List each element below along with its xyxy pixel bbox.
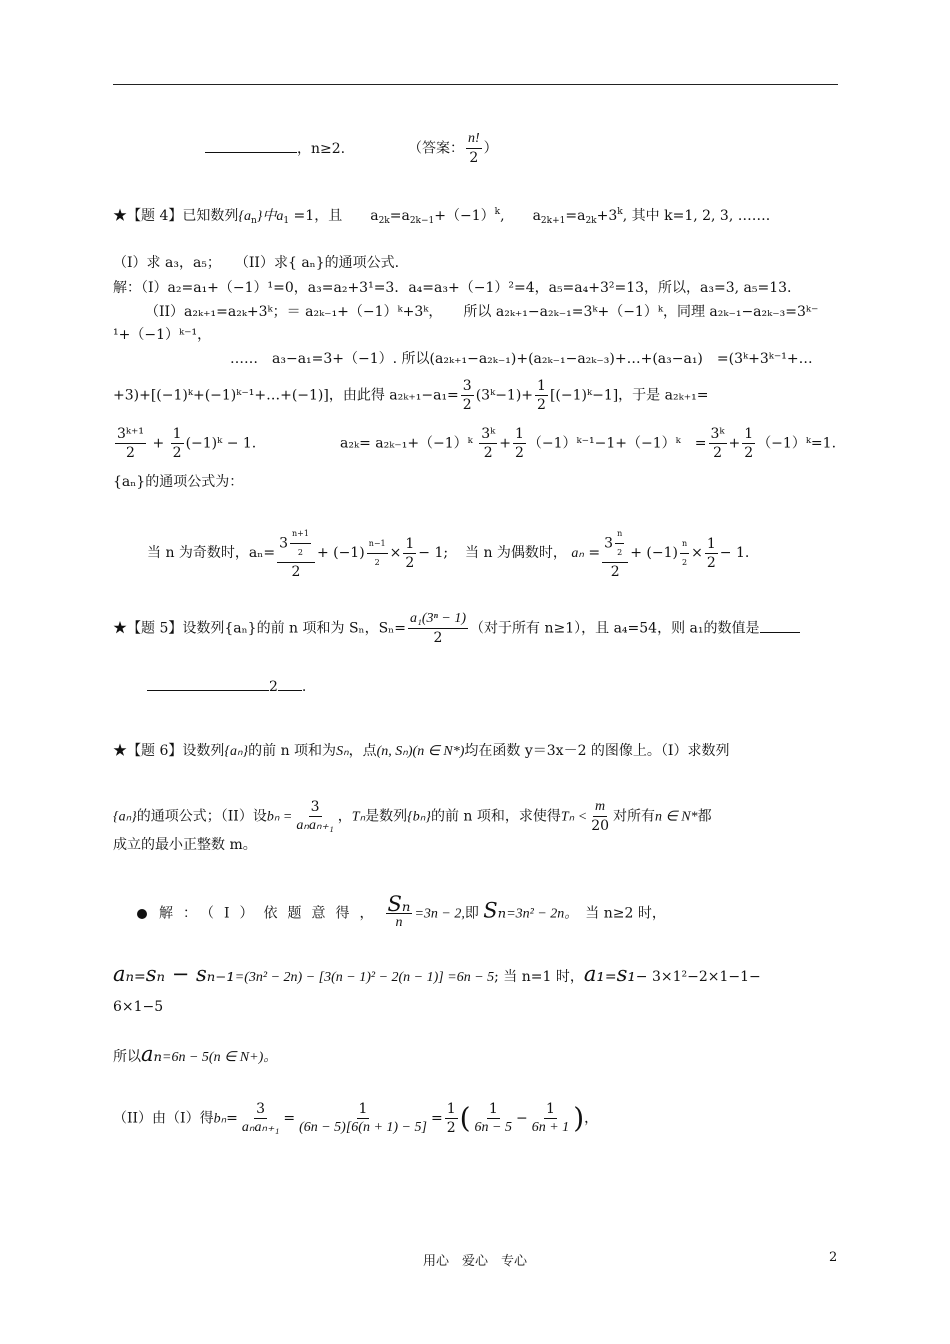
q4-solution-ii-3: …… a₃−a₁=3+（−1）. 所以(a₂ₖ₊₁−a₂ₖ₋₁)+(a₂ₖ₋₁−a₂ₖ₋₃)+…+(a₃−a₁) =(3ᵏ+3ᵏ⁻¹+… (230, 351, 813, 367)
fraction: $\frac{1}{6n + 1}$ (531, 1101, 570, 1135)
bullet-icon (137, 909, 147, 919)
q4-statement: ★【题 4】已知数列$\{a_n\}$中$a_1 =1$，且 $a_{2k}=a_{2k-1}+(-1)^k$, $a_{2k+1}=a_{2k}+3^k$, 其中 k=1, 2, 3, ……. (113, 207, 771, 226)
q5-answer-line: 2 . (147, 678, 306, 696)
q4-solution-ii-1: （II）a₂ₖ₊₁=a₂ₖ+3ᵏ；＝ a₂ₖ₋₁+（−1）ᵏ+3ᵏ， 所以 a₂ₖ₊₁−a₂ₖ₋₁=3ᵏ+（−1）ᵏ，同理 a₂ₖ₋₁−a₂ₖ₋₃=3ᵏ⁻ (145, 304, 819, 320)
fraction: $\frac{n!}{2}$ (468, 131, 480, 166)
q4-parts: （I）求 a₃，a₅； （II）求{ aₙ}的通项公式. (113, 255, 400, 271)
fraction: $\frac{1}{(6n - 5)[6(n + 1) - 5]}$ (299, 1101, 427, 1135)
q6-line-3: 成立的最小正整数 m。 (113, 837, 257, 853)
blank-line (278, 678, 302, 691)
odd-case-formula: 当 n 为奇数时，aₙ= 3 $\frac{n+1}{2}$ 2 + (−1) $\frac{n-1}{2}$ × $\frac{1}{2}$ − 1; (147, 525, 448, 581)
sol6-line-5: （II）由（I）得bₙ= 3 aₙaₙ₊₁ = $\frac{1}{(6n - 5)[6(n + 1) - 5]}$ = $\frac{1}{2}$ ( $\frac{1}{6n - 5}$ − $\frac{1}{6n + 1}$ )， (113, 1101, 599, 1136)
even-case-formula: 当 n 为偶数时， aₙ = 3 $\frac{n}{2}$ 2 + (−1) $\frac{n}{2}$ × $\frac{1}{2}$ − 1. (465, 525, 749, 581)
fraction: $\frac{\text{3ᵏ}}{2}$ (481, 426, 496, 461)
fraction: $\frac{1}{6n - 5}$ (474, 1101, 512, 1135)
sol6-line-1: 解：（I）依题意得， Sₙ n =3n − 2,即 Sₙ=3n² − 2n。 当 n≥2 时， (137, 895, 666, 932)
q4-solution-ii-6: {aₙ}的通项公式为： (113, 474, 244, 490)
sol6-line-4: 所以aₙ=6n − 5(n ∈ N+)。 (113, 1042, 278, 1066)
blank-line (760, 620, 800, 633)
fraction: $\frac{m}{20}$ (591, 799, 610, 834)
fraction: $\frac{1}{2}$ (537, 378, 546, 413)
q4-solution-i: 解：（I）a₂=a₁+（−1）¹=0，a₃=a₂+3¹=3．a₄=a₃+（−1）²=4，a₅=a₄+3²=13，所以，a₃=3, a₅=13. (113, 280, 792, 296)
blank-line (205, 140, 297, 153)
fraction: $\frac{\text{3ᵏ}}{2}$ (710, 426, 725, 461)
fraction: Sₙ n (387, 892, 411, 930)
q4-solution-ii-5b: a₂ₖ= a₂ₖ₋₁+（−1）ᵏ $\frac{\text{3ᵏ}}{2}$ + $\frac{1}{2}$ （−1）ᵏ⁻¹−1+（−1）ᵏ = $\frac{\text{3ᵏ}}{2}$ + $\frac{1}{2}$ （−1）ᵏ=1. (340, 426, 837, 461)
answer-hint: （答案： $\frac{n!}{2}$ ） (408, 131, 498, 166)
fraction: $\frac{3}{2}$ (462, 378, 472, 413)
fraction: $\frac{1}{2}$ (405, 535, 415, 571)
sol6-line-2: aₙ=sₙ − sₙ₋₁=(3n² − 2n) − [3(n − 1)² − 2(n − 1)] =6n − 5; 当 n=1 时，a₁=s₁− 3×1²−2×1−1− (113, 962, 761, 986)
fraction: $\frac{1}{2}$ (744, 426, 754, 461)
page-number: 2 (829, 1250, 838, 1265)
fraction: $\frac{\text{3ᵏ⁺¹}}{2}$ (117, 426, 145, 461)
q6-line-2: {aₙ}的通项公式；（II）设bₙ = 3 aₙaₙ₊₁ ，Tₙ是数列{bₙ}的前 n 项和，求使得Tₙ < $\frac{m}{20}$ 对所有n ∈ N*都 (113, 799, 712, 834)
q4-solution-ii-2: ¹+（−1）ᵏ⁻¹， (113, 327, 212, 343)
q4-solution-ii-5: $\frac{\text{3ᵏ⁺¹}}{2}$ + $\frac{1}{2}$ (−1)ᵏ − 1. (117, 426, 257, 461)
page-footer: 用心 爱心 专心 (422, 1254, 527, 1269)
blank-line (147, 678, 269, 691)
q5-statement: ★【题 5】设数列{aₙ}的前 n 项和为 Sₙ，Sₙ= $\frac{\text{a₁(3ⁿ − 1)}}{2}$ （对于所有 n≥1），且 a₄=54，则 a₁的数值是 (113, 610, 800, 647)
header-rule (113, 84, 838, 85)
q4-solution-ii-4: +3)+[(−1)ᵏ+(−1)ᵏ⁻¹+…+(−1)]，由此得 a₂ₖ₊₁−a₁= $\frac{3}{2}$ (3ᵏ−1)+ $\frac{1}{2}$ [(−1)ᵏ−1]，于是 a₂ₖ₊₁= (113, 378, 709, 413)
fraction: $\frac{\text{a₁(3ⁿ − 1)}}{2}$ (409, 611, 467, 646)
fraction: $\frac{1}{2}$ (172, 426, 182, 461)
answer-line: ，n≥2. (205, 140, 345, 158)
fraction: 3 $\frac{n+1}{2}$ 2 (277, 525, 315, 581)
sol6-line-3: 6×1−5 (113, 999, 164, 1015)
fraction: 3 aₙaₙ₊₁ (241, 1101, 280, 1135)
fraction: 3 aₙaₙ₊₁ (296, 799, 334, 833)
fraction: $\frac{1}{2}$ (446, 1101, 456, 1136)
fraction: 3 $\frac{n}{2}$ 2 (602, 525, 628, 581)
fraction: $\frac{1}{2}$ (706, 535, 716, 571)
fraction: $\frac{1}{2}$ (515, 426, 524, 461)
q6-line-1: ★【题 6】设数列{aₙ}的前 n 项和为Sₙ，点(n, Sₙ)(n ∈ N*)均在函数 y＝3x－2 的图像上。（I）求数列 (113, 743, 730, 759)
